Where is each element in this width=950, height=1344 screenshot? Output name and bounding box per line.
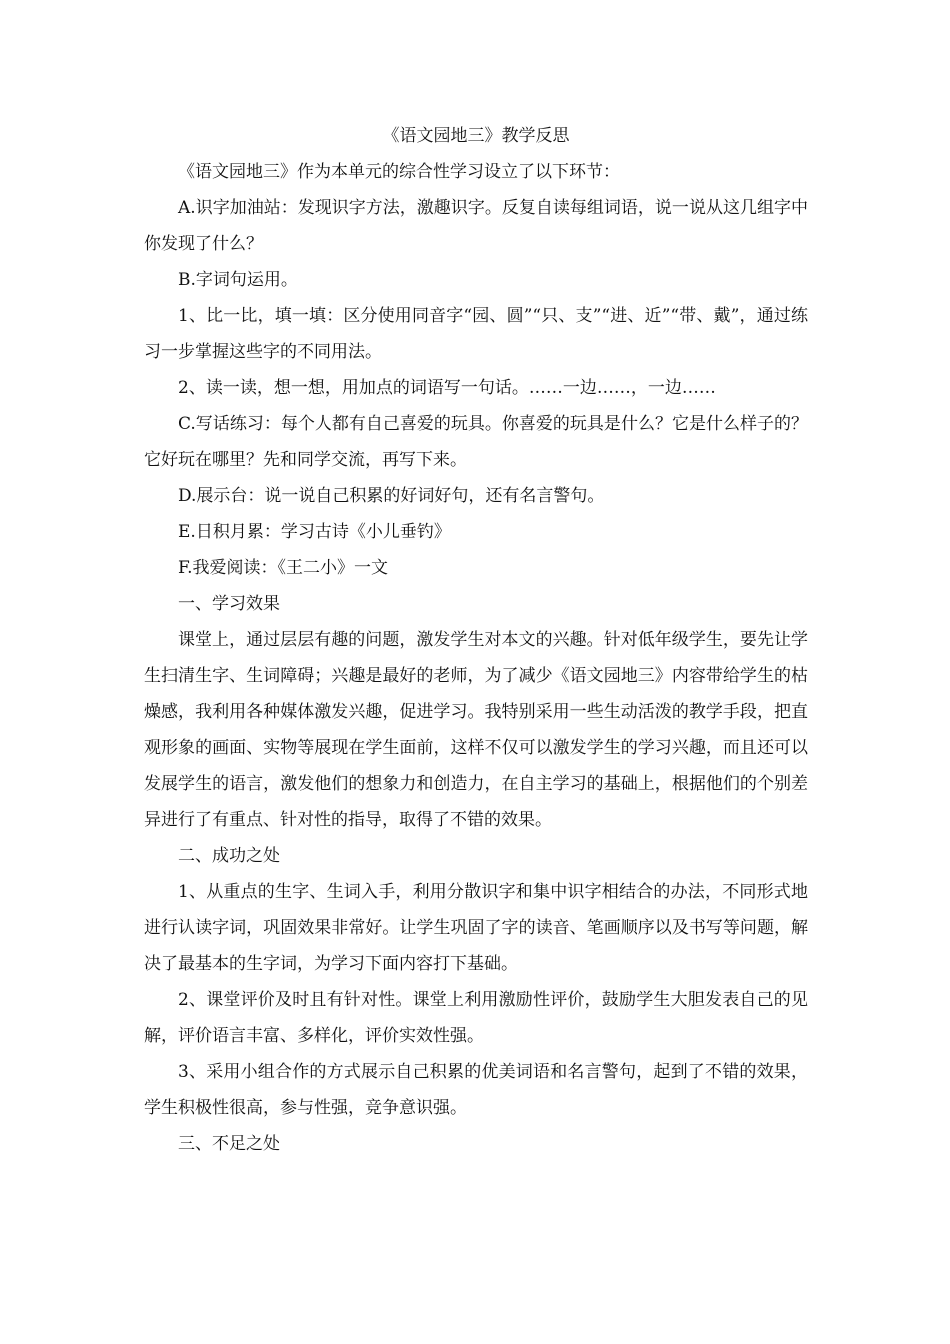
heading-successes: 二、成功之处 xyxy=(178,846,280,866)
paragraph-learning-effect: 课堂上，通过层层有趣的问题，激发学生对本文的兴趣。针对低年级学生，要先让学生扫清生字、生词障碍；兴趣是最好的老师，为了减少《语文园地三》内容带给学生的枯燥感，我利用各种媒体激发兴趣，促进学习。我特别采用一些生动活泼的教学手段，把直观形象的画面、实物等展现在学生面前，这样不仅可以激发学生的学习兴趣，而且还可以发展学生的语言，激发他们的想象力和创造力，在自主学习的基础上，根据他们的个别差异进行了有重点、针对性的指导，取得了不错的效果。 xyxy=(144,630,808,830)
paragraph-success-1: 1、从重点的生字、生词入手，利用分散识字和集中识字相结合的办法，不同形式地进行认读字词，巩固效果非常好。让学生巩固了字的读音、笔画顺序以及书写等问题，解决了最基本的生字词，为学习下面内容打下基础。 xyxy=(144,882,808,974)
heading-learning-effect: 一、学习效果 xyxy=(178,594,280,614)
paragraph-b-item-2: 2、读一读，想一想，用加点的词语写一句话。……一边……，一边…… xyxy=(178,378,716,398)
paragraph-b-item-1: 1、比一比，填一填：区分使用同音字“园、圆”“只、支”“进、近”“带、戴”，通过练习一步掌握这些字的不同用法。 xyxy=(144,306,808,362)
heading-shortcomings: 三、不足之处 xyxy=(178,1134,280,1154)
paragraph-section-e: E.日积月累：学习古诗《小儿垂钓》 xyxy=(178,522,451,542)
paragraph-section-a: A.识字加油站：发现识字方法，激趣识字。反复自读每组词语，说一说从这几组字中你发现了什么？ xyxy=(144,198,808,254)
paragraph-section-b: B.字词句运用。 xyxy=(178,270,298,290)
paragraph-success-3: 3、采用小组合作的方式展示自己积累的优美词语和名言警句，起到了不错的效果，学生积极性很高，参与性强，竞争意识强。 xyxy=(144,1062,808,1118)
document-page xyxy=(144,118,808,1162)
paragraph-section-f: F.我爱阅读：《王二小》一文 xyxy=(178,558,389,578)
paragraph-success-2: 2、课堂评价及时且有针对性。课堂上利用激励性评价，鼓励学生大胆发表自己的见解，评价语言丰富、多样化，评价实效性强。 xyxy=(144,990,808,1046)
paragraph-section-d: D.展示台：说一说自己积累的好词好句，还有名言警句。 xyxy=(178,486,605,506)
paragraph-section-c: C.写话练习：每个人都有自己喜爱的玩具。你喜爱的玩具是什么？它是什么样子的？它好玩在哪里？先和同学交流，再写下来。 xyxy=(144,414,808,470)
paragraph-intro: 《语文园地三》作为本单元的综合性学习设立了以下环节： xyxy=(178,162,620,182)
document-title: 《语文园地三》教学反思 xyxy=(382,126,570,146)
